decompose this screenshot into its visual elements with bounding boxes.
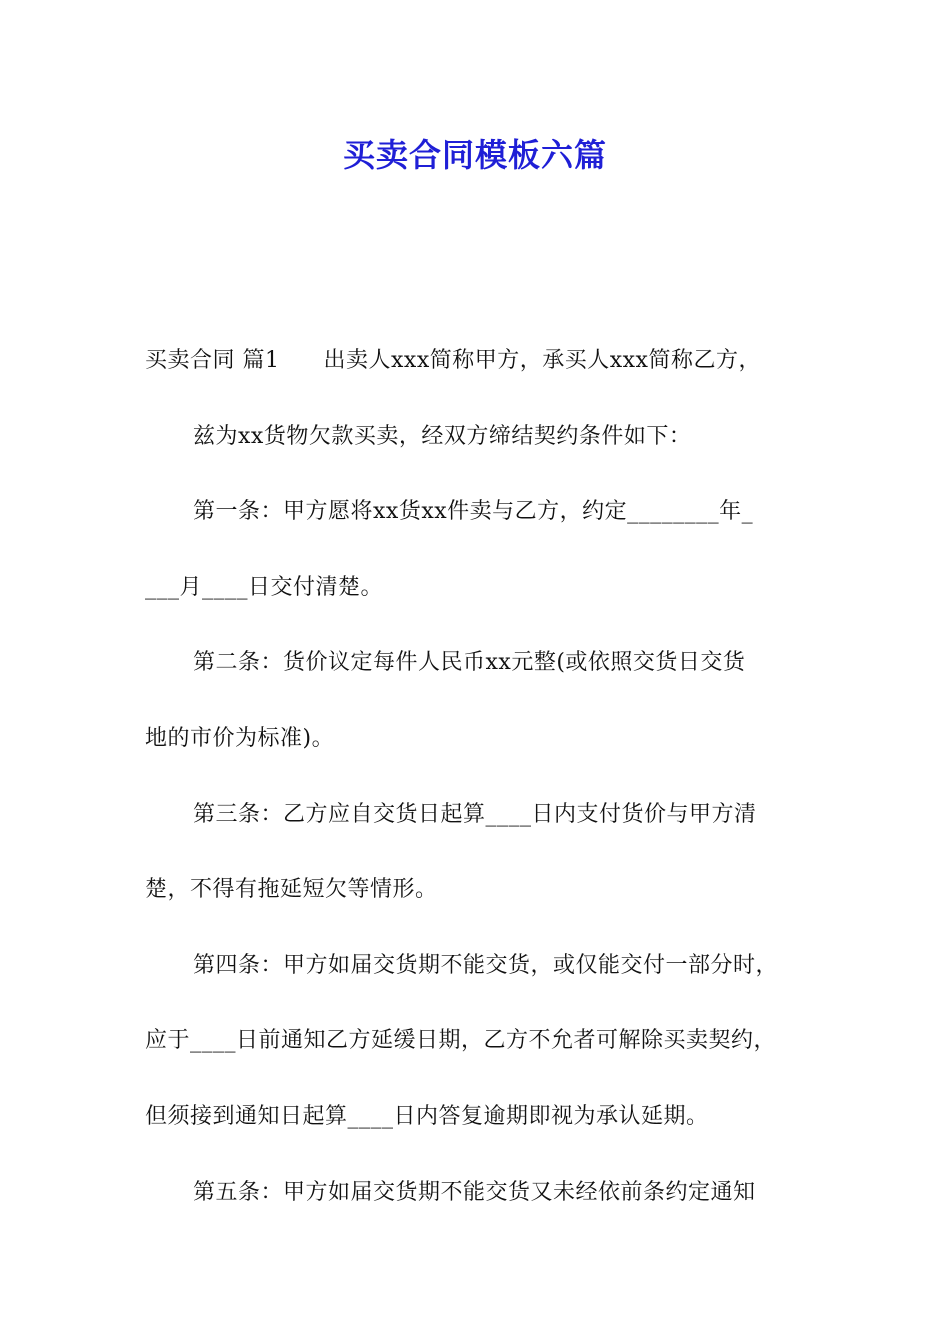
paragraph-line: 楚，不得有拖延短欠等情形。 [145, 877, 438, 903]
paragraph-line [145, 336, 810, 412]
paragraph-line: 第四条：甲方如届交货期不能交货，或仅能交付一部分时， [193, 952, 779, 978]
paragraph-line: 兹为xx货物欠款买卖，经双方缔结契约条件如下： [193, 423, 692, 449]
paragraph-line: 地的市价为标准)。 [145, 725, 335, 751]
paragraph-line: 但须接到通知日起算____日内答复逾期即视为承认延期。 [145, 1103, 709, 1129]
paragraph-line: 第一条：甲方愿将xx货xx件卖与乙方，约定________年_ [193, 499, 754, 525]
paragraph-line: ___月____日交付清楚。 [145, 574, 384, 600]
document-title: 买卖合同模板六篇 [342, 136, 607, 174]
line-text: 出卖人xxx简称甲方，承买人xxx简称乙方， [323, 348, 761, 373]
paragraph-line: 应于____日前通知乙方延缓日期，乙方不允者可解除买卖契约， [145, 1028, 777, 1054]
paragraph-line: 第五条：甲方如届交货期不能交货又未经依前条约定通知 [193, 1179, 756, 1205]
document-body [145, 336, 810, 1243]
section-label: 买卖合同 篇1 [145, 348, 280, 373]
paragraph-line: 第三条：乙方应自交货日起算____日内支付货价与甲方清 [193, 801, 757, 827]
paragraph-line: 第二条：货价议定每件人民币xx元整(或依照交货日交货 [193, 650, 746, 676]
